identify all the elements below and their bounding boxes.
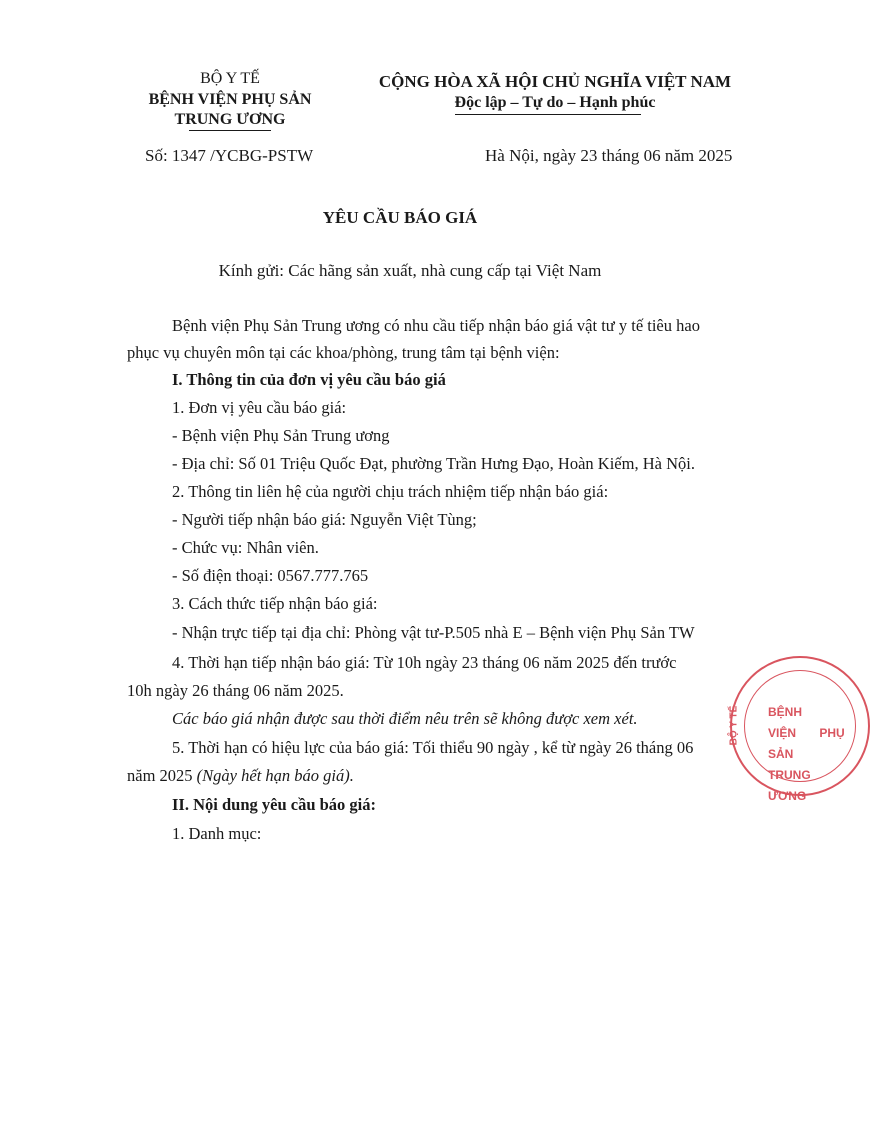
unit-name: - Bệnh viện Phụ Sản Trung ương (172, 426, 390, 445)
receipt-method: - Nhận trực tiếp tại địa chỉ: Phòng vật tư-P.505 nhà E – Bệnh viện Phụ Sản TW (172, 623, 695, 642)
validity-expiry-note: (Ngày hết hạn báo giá). (196, 766, 354, 785)
section-2-heading: II. Nội dung yêu cầu báo giá: (172, 795, 377, 814)
ministry-name: BỘ Y TẾ (200, 70, 260, 87)
section-1-item-2-heading: 2. Thông tin liên hệ của người chịu trách nhiệm tiếp nhận báo giá: (172, 482, 609, 501)
late-quote-note: Các báo giá nhận được sau thời điểm nêu trên sẽ không được xem xét. (172, 709, 638, 728)
contact-position: - Chức vụ: Nhân viên. (172, 538, 319, 557)
section-1-heading: I. Thông tin của đơn vị yêu cầu báo giá (172, 370, 446, 389)
hospital-name-line1: BỆNH VIỆN PHỤ SẢN (148, 91, 312, 108)
section-1-item-1-heading: 1. Đơn vị yêu cầu báo giá: (172, 398, 347, 417)
official-stamp (728, 656, 870, 803)
section-1-item-4-line-2: 10h ngày 26 tháng 06 năm 2025. (127, 681, 344, 700)
intro-line-1: Bệnh viện Phụ Sản Trung ương có nhu cầu tiếp nhận báo giá vật tư y tế tiêu hao (172, 316, 700, 335)
republic-title: CỘNG HÒA XÃ HỘI CHỦ NGHĨA VIỆT NAM (378, 72, 732, 91)
section-1-item-3-heading: 3. Cách thức tiếp nhận báo giá: (172, 594, 378, 613)
contact-phone: - Số điện thoại: 0567.777.765 (172, 566, 369, 585)
validity-year: năm 2025 (127, 766, 197, 785)
hospital-name-underline (189, 130, 271, 131)
recipient-line: Kính gửi: Các hãng sản xuất, nhà cung cấp tại Việt Nam (218, 261, 602, 280)
section-2-item-1: 1. Danh mục: (172, 824, 262, 843)
hospital-name-line2: TRUNG ƯƠNG (174, 111, 286, 128)
section-1-item-5-line-1: 5. Thời hạn có hiệu lực của báo giá: Tối thiểu 90 ngày , kể từ ngày 26 tháng 06 (172, 738, 694, 757)
section-1-item-5-line-2 (127, 766, 354, 786)
motto-underline (455, 114, 641, 115)
contact-person: - Người tiếp nhận báo giá: Nguyễn Việt Tùng; (172, 510, 477, 529)
document-number: Số: 1347 /YCBG-PSTW (145, 146, 314, 165)
place-and-date: Hà Nội, ngày 23 tháng 06 năm 2025 (485, 146, 733, 165)
unit-address: - Địa chỉ: Số 01 Triệu Quốc Đạt, phường Trần Hưng Đạo, Hoàn Kiếm, Hà Nội. (172, 454, 695, 473)
intro-line-2: phục vụ chuyên môn tại các khoa/phòng, trung tâm tại bệnh viện: (127, 343, 560, 362)
stamp-side-text: BỘ Y TẾ (728, 705, 740, 746)
stamp-arc-text: BỆNH VIỆN PHỤ SẢN TRUNG ƯƠNG (768, 705, 845, 803)
document-title: YÊU CẦU BÁO GIÁ (322, 208, 478, 227)
national-motto: Độc lập – Tự do – Hạnh phúc (454, 94, 656, 111)
section-1-item-4-line-1: 4. Thời hạn tiếp nhận báo giá: Từ 10h ngày 23 tháng 06 năm 2025 đến trước (172, 653, 677, 672)
